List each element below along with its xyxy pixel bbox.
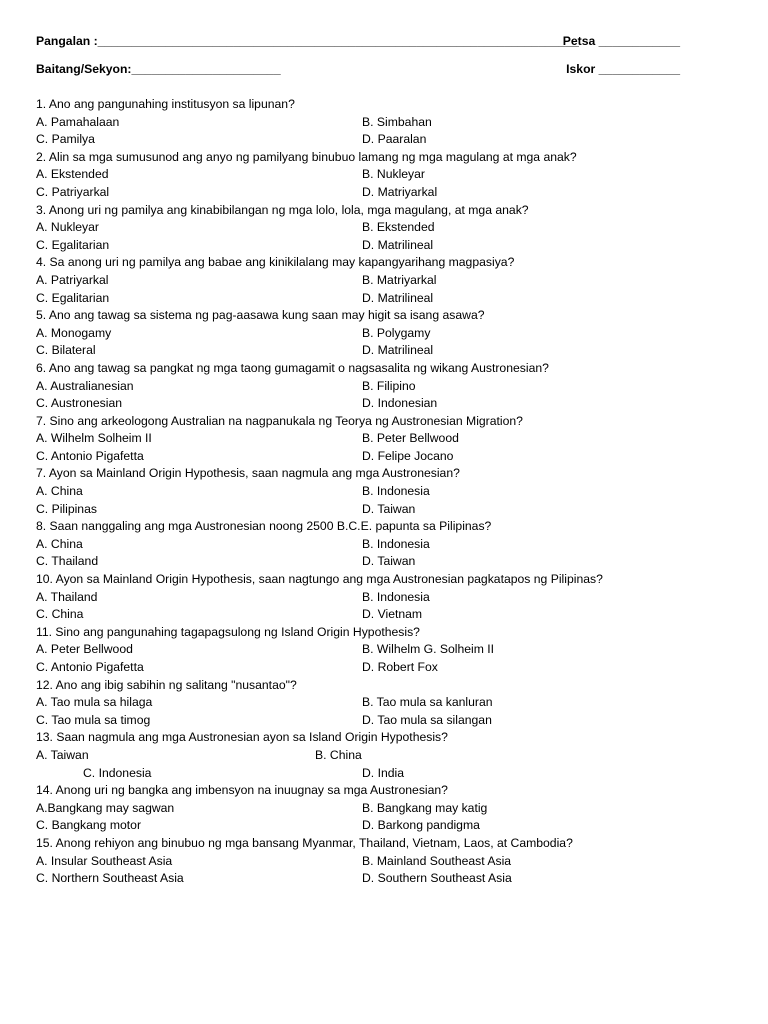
option-right: D. Indonesian bbox=[362, 396, 438, 411]
question-list bbox=[36, 96, 736, 888]
option-left: A. Monogamy bbox=[36, 325, 112, 340]
option-left: A. Thailand bbox=[36, 589, 98, 604]
question-text: 12. Ano ang ibig sabihin ng salitang "nusantao"? bbox=[36, 677, 297, 692]
option-right: B. Nukleyar bbox=[362, 167, 425, 182]
option-left: C. Patriyarkal bbox=[36, 184, 110, 199]
section-field-label: Baitang/Sekyon:______________________ bbox=[36, 62, 281, 76]
option-left: C. Bilateral bbox=[36, 343, 96, 358]
option-right: D. Matrilineal bbox=[362, 343, 434, 358]
score-field-label: Iskor ____________ bbox=[566, 62, 680, 76]
option-row bbox=[36, 430, 736, 448]
option-row bbox=[36, 325, 736, 343]
option-left: C. Bangkang motor bbox=[36, 818, 142, 833]
option-row bbox=[36, 853, 736, 871]
option-right: D. Matrilineal bbox=[362, 237, 434, 252]
option-row bbox=[36, 694, 736, 712]
option-right: B. Tao mula sa kanluran bbox=[362, 695, 493, 710]
option-left: C. Northern Southeast Asia bbox=[36, 871, 184, 886]
option-row bbox=[36, 606, 736, 624]
option-left: A. Patriyarkal bbox=[36, 272, 109, 287]
option-right: D. Robert Fox bbox=[362, 660, 438, 674]
option-row bbox=[36, 219, 736, 237]
option-left: C. Thailand bbox=[36, 554, 99, 569]
option-left: A. Nukleyar bbox=[36, 220, 99, 235]
option-left: C. Tao mula sa timog bbox=[36, 712, 151, 727]
option-row bbox=[36, 237, 736, 255]
option-left: A. Pamahalaan bbox=[36, 114, 120, 129]
option-left: A. Wilhelm Solheim II bbox=[36, 431, 152, 446]
option-right: D. Barkong pandigma bbox=[362, 818, 480, 833]
option-row bbox=[36, 817, 736, 835]
header-row-section-score bbox=[36, 62, 680, 82]
option-left: C. Antonio Pigafetta bbox=[36, 660, 144, 674]
question-text: 2. Alin sa mga sumusunod ang anyo ng pamilyang binubuo lamang ng mga magulang at mga anak? bbox=[36, 149, 577, 164]
option-row bbox=[36, 483, 736, 501]
option-left: A. Taiwan bbox=[36, 747, 89, 762]
option-row bbox=[36, 712, 736, 730]
option-left: C. Egalitarian bbox=[36, 290, 110, 305]
option-left: C. Egalitarian bbox=[36, 237, 110, 252]
option-row bbox=[36, 184, 736, 202]
question-text: 7. Ayon sa Mainland Origin Hypothesis, saan nagmula ang mga Austronesian? bbox=[36, 466, 460, 481]
option-right: D. India bbox=[362, 765, 405, 780]
question-text: 13. Saan nagmula ang mga Austronesian ayon sa Island Origin Hypothesis? bbox=[36, 730, 448, 745]
option-left: C. Indonesia bbox=[83, 765, 152, 780]
option-right: B. Simbahan bbox=[362, 114, 432, 129]
option-row bbox=[36, 536, 736, 554]
option-left: C. Antonio Pigafetta bbox=[36, 448, 144, 463]
option-right: D. Paaralan bbox=[362, 132, 427, 147]
option-right: D. Felipe Jocano bbox=[362, 448, 454, 463]
option-left: C. Pamilya bbox=[36, 132, 95, 147]
option-right: D. Taiwan bbox=[362, 554, 416, 569]
option-right: D. Vietnam bbox=[362, 607, 423, 622]
option-left: A. Ekstended bbox=[36, 167, 109, 182]
option-left: A. China bbox=[36, 484, 83, 499]
option-right: D. Matrilineal bbox=[362, 290, 434, 305]
question-text: 10. Ayon sa Mainland Origin Hypothesis, saan nagtungo ang mga Austronesian pagkatapos ng Pilipinas? bbox=[36, 572, 603, 587]
option-right: B. Indonesia bbox=[362, 589, 430, 604]
question-text: 15. Anong rehiyon ang binubuo ng mga bansang Myanmar, Thailand, Vietnam, Laos, at Cambodia? bbox=[36, 835, 573, 850]
option-row bbox=[36, 553, 736, 571]
option-right: B. Matriyarkal bbox=[362, 272, 437, 287]
option-row bbox=[36, 342, 736, 360]
option-right: D. Taiwan bbox=[362, 501, 416, 516]
option-right: D. Matriyarkal bbox=[362, 184, 438, 199]
option-row bbox=[36, 800, 736, 818]
question-text: 8. Saan nanggaling ang mga Austronesian noong 2500 B.C.E. papunta sa Pilipinas? bbox=[36, 519, 492, 534]
option-row bbox=[36, 166, 736, 184]
option-right: B. Filipino bbox=[362, 378, 416, 393]
option-row bbox=[36, 589, 736, 607]
option-left: A. Tao mula sa hilaga bbox=[36, 695, 153, 710]
option-right: B. Peter Bellwood bbox=[362, 431, 459, 446]
option-left: A.Bangkang may sagwan bbox=[36, 800, 175, 815]
option-row bbox=[36, 272, 736, 290]
option-left: C. Austronesian bbox=[36, 396, 123, 411]
option-right: D. Tao mula sa silangan bbox=[362, 712, 492, 727]
option-left: C. China bbox=[36, 607, 84, 622]
option-left: C. Pilipinas bbox=[36, 501, 97, 516]
option-left: A. Australianesian bbox=[36, 378, 134, 393]
option-row bbox=[36, 659, 736, 677]
option-right: B. Indonesia bbox=[362, 536, 430, 551]
option-row bbox=[36, 114, 736, 132]
question-text: 11. Sino ang pangunahing tagapagsulong ng Island Origin Hypothesis? bbox=[36, 624, 420, 639]
option-right: B. Wilhelm G. Solheim II bbox=[362, 642, 495, 657]
question-text: 14. Anong uri ng bangka ang imbensyon na inuugnay sa mga Austronesian? bbox=[36, 783, 448, 798]
option-left: A. Peter Bellwood bbox=[36, 642, 133, 657]
question-text: 6. Ano ang tawag sa pangkat ng mga taong gumagamit o nagsasalita ng wikang Austronesian? bbox=[36, 360, 549, 375]
name-field-label: Pangalan :_______________________________________________________________________ bbox=[36, 34, 579, 48]
option-left: A. China bbox=[36, 536, 83, 551]
question-text: 7. Sino ang arkeologong Australian na nagpanukala ng Teorya ng Austronesian Migration? bbox=[36, 413, 523, 428]
option-right: B. Ekstended bbox=[362, 220, 435, 235]
option-right: B. Indonesia bbox=[362, 484, 430, 499]
option-right: B. China bbox=[315, 747, 362, 762]
option-row bbox=[36, 395, 736, 413]
option-row bbox=[36, 501, 736, 519]
option-row bbox=[36, 870, 736, 888]
header-row-name-date bbox=[36, 34, 680, 54]
option-right: B. Polygamy bbox=[362, 325, 431, 340]
option-row bbox=[36, 290, 736, 308]
question-text: 5. Ano ang tawag sa sistema ng pag-aasawa kung saan may higit sa isang asawa? bbox=[36, 308, 485, 323]
option-row bbox=[36, 641, 736, 659]
option-row bbox=[36, 765, 736, 783]
option-row bbox=[36, 378, 736, 396]
option-right: B. Mainland Southeast Asia bbox=[362, 853, 512, 868]
question-text: 3. Anong uri ng pamilya ang kinabibilangan ng mga lolo, lola, mga magulang, at mga anak? bbox=[36, 202, 529, 217]
option-row bbox=[36, 448, 736, 466]
question-text: 4. Sa anong uri ng pamilya ang babae ang kinikilalang may kapangyarihang magpasiya? bbox=[36, 255, 515, 270]
date-field-label: Petsa ____________ bbox=[562, 34, 680, 48]
option-left: A. Insular Southeast Asia bbox=[36, 853, 173, 868]
option-right: D. Southern Southeast Asia bbox=[362, 871, 512, 886]
option-row bbox=[36, 747, 736, 765]
option-row bbox=[36, 131, 736, 149]
option-right: B. Bangkang may katig bbox=[362, 800, 488, 815]
question-text: 1. Ano ang pangunahing institusyon sa lipunan? bbox=[36, 97, 295, 111]
